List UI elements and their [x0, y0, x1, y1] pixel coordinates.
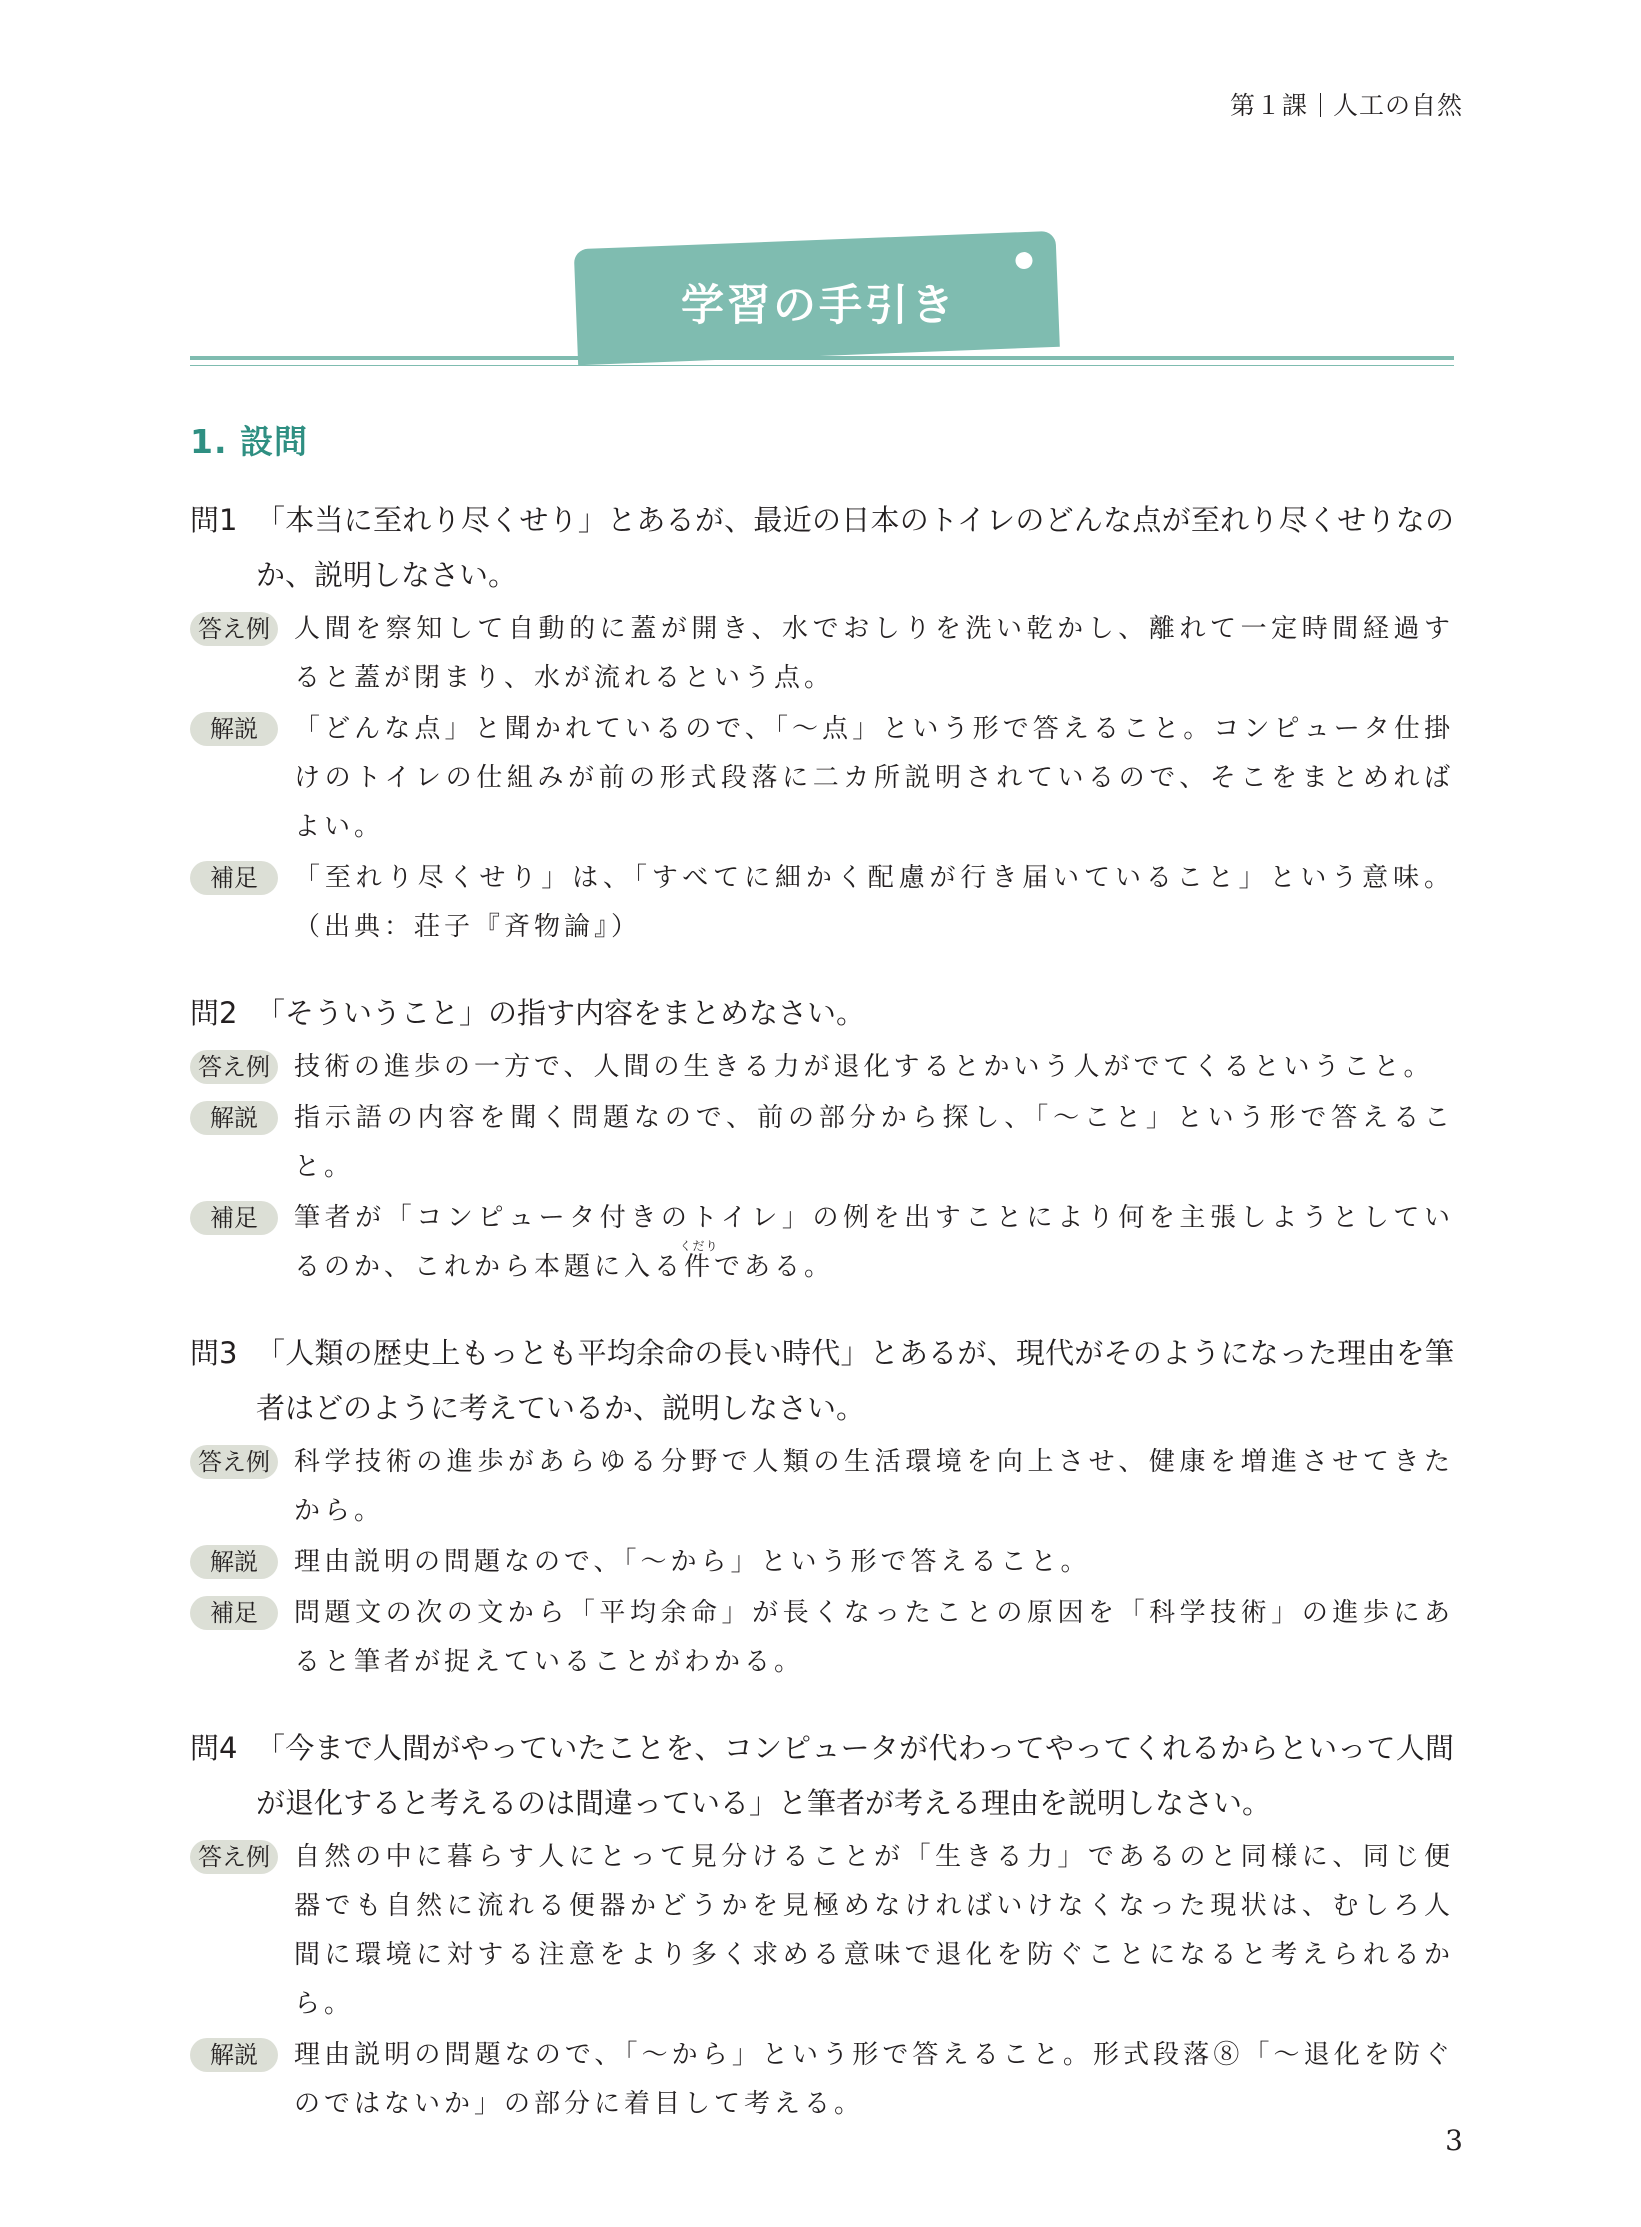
note-row	[190, 1194, 1454, 1292]
page-title-banner	[190, 228, 1454, 373]
header-lesson: 第１課	[1229, 91, 1308, 120]
explanation-text: 「どんな点」と聞かれているので、「〜点」という形で答えること。コンピュータ仕掛けのトイレの仕組みが前の形式段落に二カ所説明されているので、そこをまとめればよい。	[294, 714, 1454, 842]
explanation-tag: 解説	[190, 712, 278, 746]
question-text: 「そういうこと」の指す内容をまとめなさい。	[256, 996, 866, 1030]
questions-list	[190, 493, 1454, 2163]
answer-example-tag: 答え例	[190, 1840, 278, 1874]
note-row	[190, 1538, 1454, 1587]
answer-example-tag: 答え例	[190, 1445, 278, 1479]
answer-example-text: 技術の進歩の一方で、人間の生きる力が退化するとかいう人がでてくるということ。	[294, 1052, 1434, 1082]
note-row	[190, 1043, 1454, 1092]
question-item	[190, 1326, 1454, 1687]
supplement-text: 「至れり尽くせり」は、「すべてに細かく配慮が行き届いていること」という意味。（出典：荘子『斉物論』）	[294, 863, 1454, 942]
answer-example-text: 科学技術の進歩があらゆる分野で人類の生活環境を向上させ、健康を増進させてきたから。	[294, 1447, 1454, 1526]
question-label: 問4	[190, 1731, 238, 1765]
title-rule-thick	[190, 356, 1454, 360]
question-item	[190, 986, 1454, 1292]
supplement-tag: 補足	[190, 1201, 278, 1235]
ruby-annotation: 件くだり	[679, 1239, 719, 1282]
explanation-tag: 解説	[190, 1545, 278, 1579]
question-label: 問2	[190, 996, 238, 1030]
question-line	[190, 1721, 1454, 1831]
explanation-text: 理由説明の問題なので、「〜から」という形で答えること。形式段落⑧「〜退化を防ぐのではないか」の部分に着目して考える。	[294, 2040, 1454, 2119]
question-text: 「人類の歴史上もっとも平均余命の長い時代」とあるが、現代がそのようになった理由を筆者はどのように考えているか、説明しなさい。	[256, 1336, 1454, 1425]
title-tab-dot-icon	[1015, 252, 1033, 270]
note-row	[190, 1589, 1454, 1687]
note-row	[190, 854, 1454, 952]
note-row	[190, 2031, 1454, 2129]
question-line	[190, 986, 1454, 1041]
note-row	[190, 705, 1454, 852]
explanation-text: 指示語の内容を聞く問題なので、前の部分から探し、「〜こと」という形で答えること。	[294, 1103, 1454, 1182]
answer-example-text: 人間を察知して自動的に蓋が開き、水でおしりを洗い乾かし、離れて一定時間経過すると蓋が閉まり、水が流れるという点。	[294, 614, 1454, 693]
note-row	[190, 605, 1454, 703]
note-row	[190, 1438, 1454, 1536]
answer-example-text: 自然の中に暮らす人にとって見分けることが「生きる力」であるのと同様に、同じ便器でも自然に流れる便器かどうかを見極めなければいけなくなった現状は、むしろ人間に環境に対する注意をより多く求める意味で退化を防ぐことになると考えられるから。	[294, 1842, 1454, 2019]
question-line	[190, 493, 1454, 603]
explanation-text: 理由説明の問題なので、「〜から」という形で答えること。	[294, 1547, 1091, 1577]
supplement-text: 筆者が「コンピュータ付きのトイレ」の例を出すことにより何を主張しようとしているのか、これから本題に入る件くだりである。	[294, 1203, 1454, 1282]
section-heading: 1. 設問	[190, 422, 308, 461]
explanation-tag: 解説	[190, 1101, 278, 1135]
supplement-tag: 補足	[190, 1596, 278, 1630]
page-title: 学習の手引き	[681, 281, 957, 331]
answer-example-tag: 答え例	[190, 1050, 278, 1084]
question-text: 「本当に至れり尽くせり」とあるが、最近の日本のトイレのどんな点が至れり尽くせりなのか、説明しなさい。	[256, 503, 1454, 592]
running-header	[1230, 86, 1463, 122]
header-divider	[1320, 93, 1321, 117]
question-item	[190, 493, 1454, 952]
page-number: 3	[1445, 2124, 1463, 2157]
ruby-reading: くだり	[679, 1239, 719, 1253]
supplement-tag: 補足	[190, 861, 278, 895]
note-row	[190, 1094, 1454, 1192]
title-rule-thin	[190, 365, 1454, 366]
question-label: 問3	[190, 1336, 238, 1370]
answer-example-tag: 答え例	[190, 612, 278, 646]
supplement-text: 問題文の次の文から「平均余命」が長くなったことの原因を「科学技術」の進歩にあると筆者が捉えていることがわかる。	[294, 1598, 1454, 1677]
header-title: 人工の自然	[1332, 91, 1463, 120]
question-item	[190, 1721, 1454, 2129]
explanation-tag: 解説	[190, 2038, 278, 2072]
question-text: 「今まで人間がやっていたことを、コンピュータが代わってやってくれるからといって人間が退化すると考えるのは間違っている」と筆者が考える理由を説明しなさい。	[256, 1731, 1454, 1820]
question-line	[190, 1326, 1454, 1436]
note-row	[190, 1833, 1454, 2029]
question-label: 問1	[190, 503, 238, 537]
